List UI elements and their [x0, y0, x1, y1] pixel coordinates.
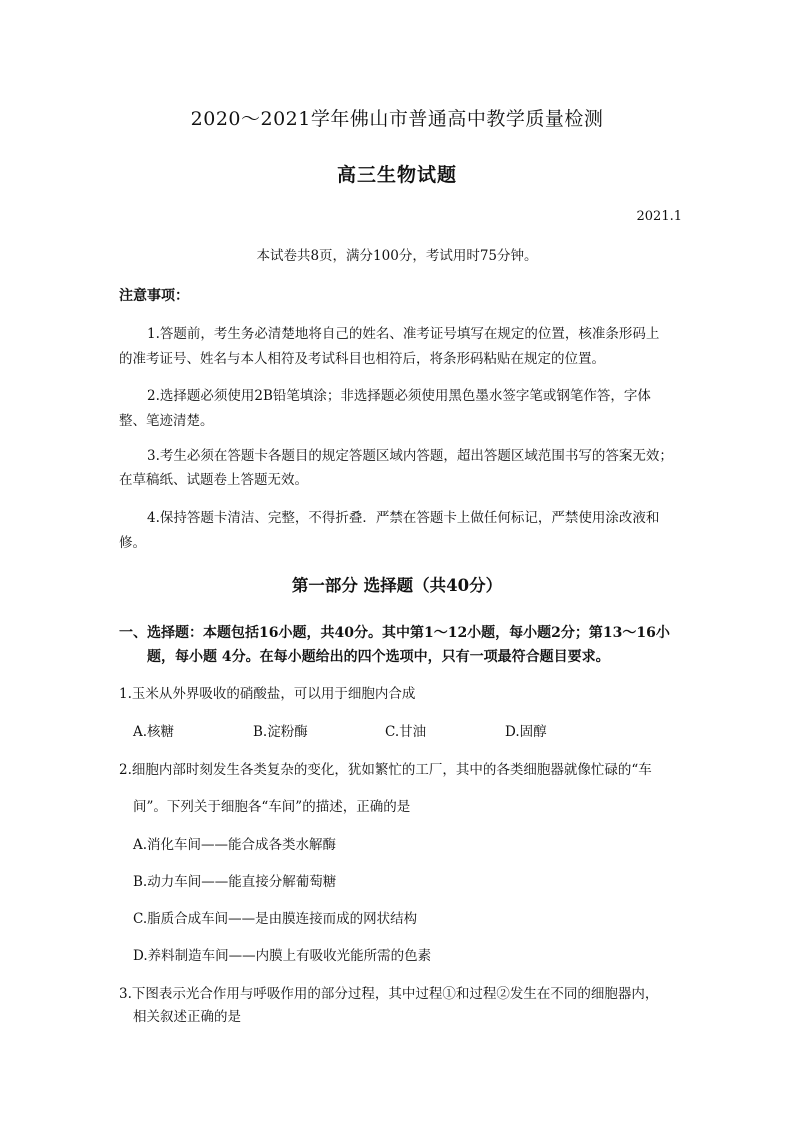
question-2-option-b: B.动力车间——能直接分解葡萄糖 [133, 874, 337, 890]
question-1-option-c: C.甘油 [385, 724, 427, 740]
notice-item-3-line2: 在草稿纸、试题卷上答题无效。 [119, 472, 308, 488]
question-2-stem-line1: 2.细胞内部时刻发生各类复杂的变化，犹如繁忙的工厂，其中的各类细胞器就像忙碌的“车 [119, 762, 652, 778]
question-1-option-a: A.核糖 [133, 724, 175, 740]
question-2-option-d: D.养料制造车间——内膜上有吸收光能所需的色素 [133, 948, 432, 964]
exam-title: 2020～2021学年佛山市普通高中教学质量检测 [190, 108, 604, 130]
question-2-option-c: C.脂质合成车间——是由膜连接而成的网状结构 [133, 911, 418, 927]
question-1-option-d: D.固醇 [505, 724, 547, 740]
notice-item-4-line1: 4.保持答题卡清洁、完整，不得折叠．严禁在答题卡上做任何标记，严禁使用涂改液和 [147, 510, 660, 526]
exam-subtitle: 高三生物试题 [336, 164, 457, 186]
question-3-stem-line1: 3.下图表示光合作用与呼吸作用的部分过程，其中过程①和过程②发生在不同的细胞器内， [119, 986, 659, 1002]
notice-item-1-line2: 的准考证号、姓名与本人相符及考试科目也相符后，将条形码粘贴在规定的位置。 [119, 351, 605, 367]
section-title: 第一部分 选择题（共40分） [291, 576, 503, 595]
exam-date: 2021.1 [636, 209, 682, 224]
notice-heading: 注意事项： [119, 288, 189, 304]
question-3-stem-line2: 相关叙述正确的是 [133, 1009, 241, 1025]
exam-summary: 本试卷共8页，满分100分，考试用时75分钟。 [256, 248, 538, 264]
question-1-option-b: B.淀粉酶 [253, 724, 308, 740]
notice-item-4-line2: 修。 [119, 535, 146, 551]
notice-item-3-line1: 3.考生必须在答题卡各题目的规定答题区域内答题，超出答题区域范围书写的答案无效； [147, 448, 673, 464]
question-2-stem-line2: 间”。下列关于细胞各“车间”的描述，正确的是 [133, 799, 411, 815]
notice-item-2-line2: 整、笔迹清楚。 [119, 413, 214, 429]
notice-item-1-line1: 1.答题前，考生务必清楚地将自己的姓名、准考证号填写在规定的位置，核准条形码上 [147, 326, 660, 342]
question-2-option-a: A.消化车间——能合成各类水解酶 [133, 837, 337, 853]
section-instruction-line2: 题，每小题 4分。在每小题给出的四个选项中，只有一项最符合题目要求。 [147, 649, 610, 665]
question-1-stem: 1.玉米从外界吸收的硝酸盐，可以用于细胞内合成 [119, 686, 416, 702]
section-instruction-line1: 一、选择题：本题包括16小题，共40分。其中第1～12小题，每小题2分；第13～16小 [119, 625, 670, 641]
notice-item-2-line1: 2.选择题必须使用2B铅笔填涂；非选择题必须使用黑色墨水签字笔或钢笔作答，字体 [147, 388, 651, 404]
